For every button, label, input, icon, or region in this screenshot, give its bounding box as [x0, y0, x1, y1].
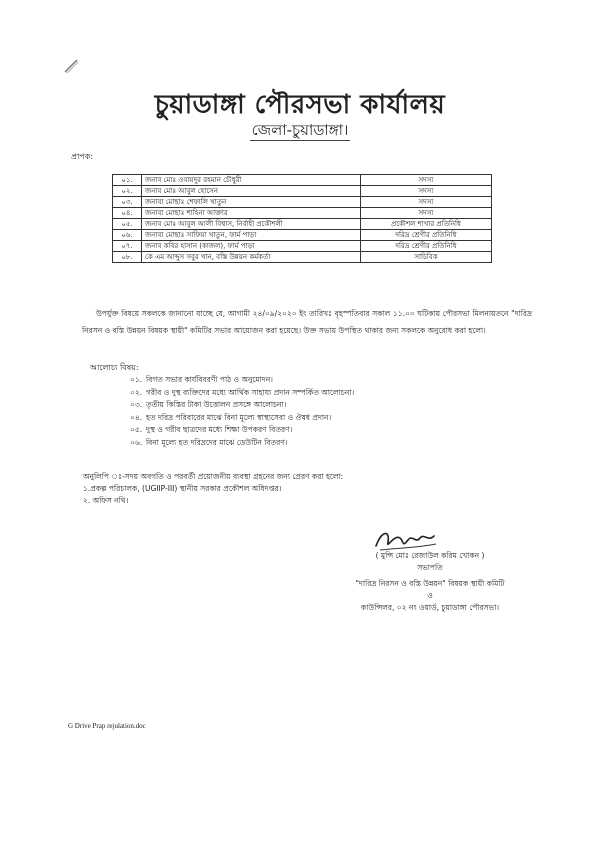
agenda-item-number: ০৫. [130, 425, 143, 435]
office-title: চুয়াডাঙ্গা পৌরসভা কার্যালয় [154, 90, 446, 120]
member-serial: ০৭. [113, 241, 142, 252]
signatory-committee: "দারিদ্র নিরসন ও বস্তি উন্নয়ন" বিষয়ক স্থায়ী কমিটি [355, 579, 505, 588]
copy-to-item: ২. অফিস নথি। [83, 496, 129, 505]
member-name: জনাবা মোছাঃ শাহিনা আক্তার [142, 208, 361, 219]
agenda-item-text: বিনা মূল্যে হত দরিদ্রদের মাঝে ডেউটিন বিতরণ। [146, 437, 288, 447]
meeting-notice-paragraph: উপর্যুক্ত বিষয়ে সকলকে জানানো যাচ্ছে যে, আগামী ২৪/০৯/২০২০ ইং তারিখঃ বৃহস্পতিবার সকাল ১১.০০ ঘটিকায় পৌরসভা মিলনায়তনে "দারিদ্র নিরসন ও বস্তি উন্নয়ন বিষয়ক স্থায়ী" কমিটির সভার আয়োজন করা হয়েছে। উক্ত সভায় উপস্থিত থাকার জন্য সকলকে অনুরোধ করা হলো। [82, 309, 532, 335]
signatory-title: সভাপতি [417, 563, 443, 572]
member-row [113, 230, 492, 241]
agenda-item [130, 399, 354, 412]
agenda-item-number: ০৩. [130, 400, 143, 410]
member-row [113, 186, 492, 197]
member-serial: ০৫. [113, 219, 142, 230]
agenda-item [130, 412, 354, 425]
member-name: জনাব মোঃ আবুল আলী বিশ্বাস, নির্বাহী প্রকৌশলী [142, 219, 361, 230]
member-row [113, 175, 492, 186]
signatory-conjunction: ও [427, 591, 433, 600]
copy-to-intro: অনুলিপি ঃ-সদয় অবগতি ও পরবর্তী প্রয়োজনীয় ব্যবস্থা গ্রহনের জন্য প্রেরণ করা হলো: [83, 472, 344, 481]
members-table [112, 174, 492, 263]
agenda-item-text: বিগত সভার কার্যবিবরণী পাঠ ও অনুমোদন। [146, 375, 273, 384]
agenda-list [130, 374, 354, 450]
member-serial: ০৮. [113, 252, 142, 263]
member-name: জনাবা মোছাঃ শেফালি খাতুন [142, 197, 361, 208]
member-name: জনাব মোঃ ওবায়দুর রহমান চৌধুরী [142, 175, 361, 186]
agenda-item [130, 437, 354, 450]
agenda-item-number: ০৪. [130, 412, 143, 422]
member-name: জনাব মোঃ আবুল হোসেন [142, 186, 361, 197]
member-role: সদস্য [361, 186, 492, 197]
member-row [113, 197, 492, 208]
member-role: সদস্য [361, 197, 492, 208]
agenda-item-text: দুস্থ ও গরীব ছাত্রদের মধ্যে শিক্ষা উপকরণ বিতরণ। [146, 425, 293, 435]
member-role: সদস্য [361, 208, 492, 219]
member-row [113, 241, 492, 252]
member-role: দরিদ্র শ্রেণীর প্রতিনিধি [361, 230, 492, 241]
agenda-item-number: ০৬. [130, 437, 143, 447]
agenda-item-text: গরীব ও দুস্থ ব্যক্তিদের মধ্যে আর্থিক সাহায্য প্রদান সম্পর্কিত আলোচনা। [146, 387, 355, 397]
member-serial: ০২. [113, 186, 142, 197]
member-name: জনাব কবির হাসান (কাজল), ফার্ম পাড়া [142, 241, 361, 252]
copy-to-block [83, 471, 343, 507]
member-serial: ০৪. [113, 208, 142, 219]
signatory-block [330, 550, 530, 614]
signatory-council: কাউন্সিলর, ০২ নং ওয়ার্ড, চুয়াডাঙ্গা পৌরসভা। [360, 603, 500, 612]
agenda-item-number: ০১. [130, 375, 143, 384]
member-name: জনাবা মোছাঃ সাফিয়া খাতুন, ফার্ম পাড়া [142, 230, 361, 241]
footer-file-name: G Drive Prap rejulation.doc [68, 722, 146, 730]
members-table-body [113, 175, 492, 263]
agenda-item-text: হত দরিদ্র পরিবারের মাঝে বিনা মূল্যে স্বাস্থ্যসেবা ও ঔষধ প্রদান। [146, 412, 332, 422]
agenda-item [130, 387, 354, 400]
signatory-name: ( মুন্সি মোঃ রেজাউল করিম খোকন ) [375, 551, 485, 560]
member-row [113, 252, 492, 263]
agenda-item [130, 374, 354, 387]
recipients-label: প্রাপক: [71, 152, 94, 161]
staple-mark-icon [63, 58, 79, 74]
member-row [113, 219, 492, 230]
member-role: সাচিবিক [361, 252, 492, 263]
member-serial: ০৩. [113, 197, 142, 208]
district-subtitle [0, 119, 600, 144]
member-role: সদস্য [361, 175, 492, 186]
member-role: দরিদ্র শ্রেণীর প্রতিনিধি [361, 241, 492, 252]
agenda-label: আলোচ্য বিষয়: [90, 363, 139, 372]
member-serial: ০১. [113, 175, 142, 186]
member-name: কে এম আব্দুস সবুর খান, বস্তি উন্নয়ন কর্মকর্তা [142, 252, 361, 263]
member-role: প্রকৌশল শাখার প্রতিনিধি [361, 219, 492, 230]
agenda-item-number: ০২. [130, 387, 143, 397]
district-text: জেলা-চুয়াডাঙ্গা। [251, 121, 349, 139]
member-row [113, 208, 492, 219]
copy-to-item: ১.প্রকল্প পরিচালক, (UGIIP-III) স্থানীয় সরকার প্রকৌশল অধিদপ্তর। [83, 484, 282, 493]
agenda-item-text: তৃতীয় কিস্তির টাকা উত্তোলন প্রসঙ্গে আলোচনা। [146, 400, 287, 410]
agenda-item [130, 424, 354, 437]
member-serial: ০৬. [113, 230, 142, 241]
